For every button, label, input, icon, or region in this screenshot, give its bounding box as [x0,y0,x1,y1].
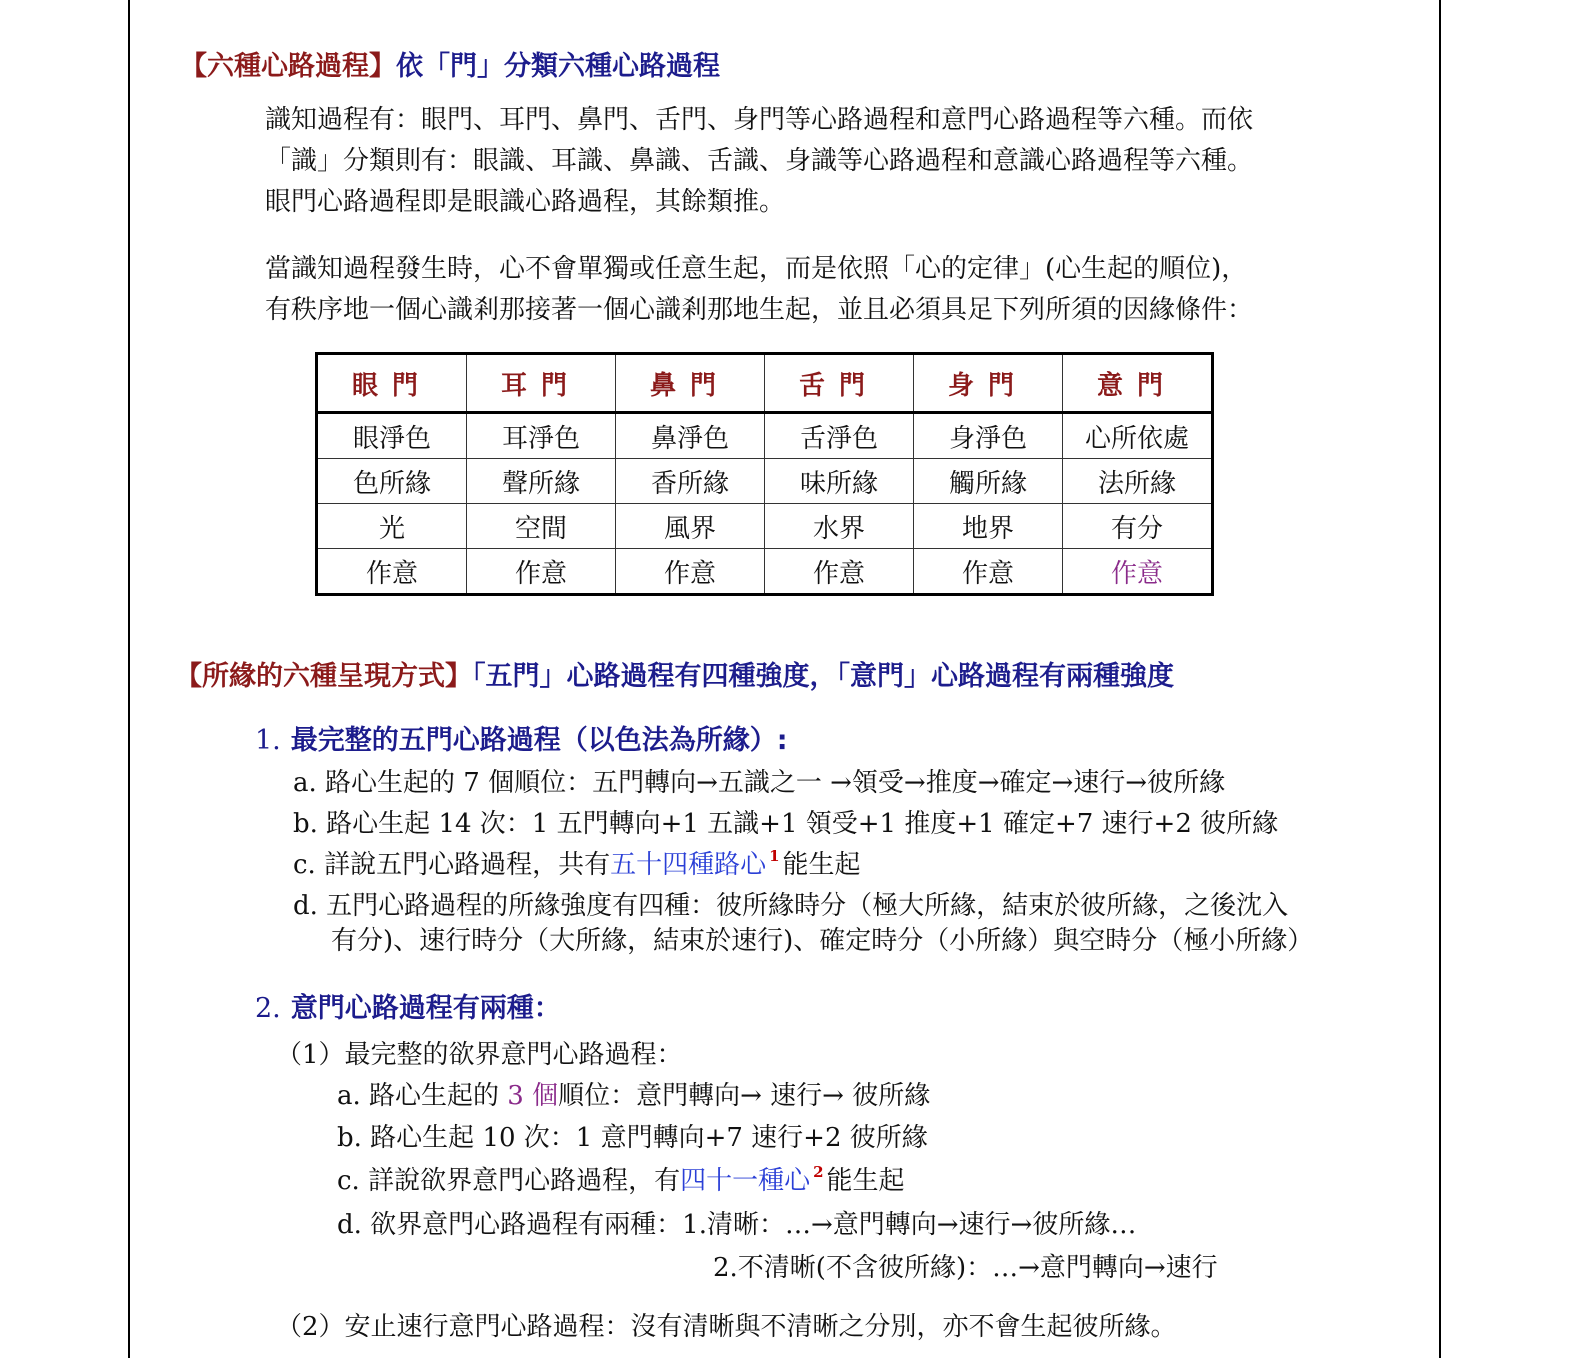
table-row [317,549,1213,595]
table-cell: 地界 [914,504,1063,549]
item2-line-c-text: c. 詳說欲界意門心路過程，有 [337,1166,681,1196]
paragraph-line: 眼門心路過程即是眼識心路過程，其餘類推。 [265,187,786,217]
table-cell: 觸所緣 [914,459,1063,504]
table-cell: 水界 [765,504,914,549]
table-cell: 作意 [467,549,616,595]
table-cell: 作意 [616,549,765,595]
item1-line-c-text: c. 詳說五門心路過程，共有 [293,850,611,880]
item2-line-d1: d. 欲界意門心路過程有兩種：1.清晰：…→意門轉向→速行→彼所緣… [337,1210,1137,1240]
section2-heading [175,654,1174,693]
table-header-cell: 眼門 [317,354,467,413]
table-cell: 心所依處 [1063,413,1213,459]
table-cell: 風界 [616,504,765,549]
item1-number: 1. [255,725,281,756]
table-cell: 舌淨色 [765,413,914,459]
section1-heading-title: 依「門」分類六種心路過程 [396,51,720,82]
item2-title [255,986,561,1025]
item1-line-a: a. 路心生起的 7 個順位：五門轉向→五識之一 →領受→推度→確定→速行→彼所緣 [293,768,1226,798]
footnote-marker[interactable]: 1 [769,847,780,865]
item2-line-c-tail: 能生起 [826,1166,905,1196]
item2-title-text: 意門心路過程有兩種： [290,993,561,1024]
table-cell: 鼻淨色 [616,413,765,459]
table-cell: 作意 [1063,549,1213,595]
six-gates-table [315,352,1214,596]
section2-heading-title: 「五門」心路過程有四種強度，「意門」心路過程有兩種強度 [472,661,1174,692]
table-cell: 色所緣 [317,459,467,504]
item1-title-text: 最完整的五門心路過程（以色法為所緣）: [290,725,788,756]
section1-heading [180,44,720,83]
item2-sub2: （2）安止速行意門心路過程：沒有清晰與不清晰之分別，亦不會生起彼所緣。 [276,1312,1177,1342]
item2-line-a-tail: 順位：意門轉向→ 速行→ 彼所緣 [558,1081,931,1111]
table-cell: 眼淨色 [317,413,467,459]
item1-title [255,718,788,757]
item1-line-c [293,844,861,881]
table-cell: 作意 [317,549,467,595]
item2-line-d2: 2.不清晰(不含彼所緣)：…→意門轉向→速行 [713,1253,1218,1283]
item2-line-b: b. 路心生起 10 次：1 意門轉向+7 速行+2 彼所緣 [337,1123,928,1153]
table-header-cell: 意門 [1063,354,1213,413]
item2-line-c [337,1160,905,1197]
item2-number: 2. [255,993,281,1024]
table-cell: 香所緣 [616,459,765,504]
table-cell: 聲所緣 [467,459,616,504]
table-row [317,459,1213,504]
table-cell: 作意 [914,549,1063,595]
table-cell: 身淨色 [914,413,1063,459]
item2-line-a-count: 3 個 [507,1081,559,1111]
table-cell: 耳淨色 [467,413,616,459]
table-row [317,413,1213,459]
item1-line-c-tail: 能生起 [782,850,861,880]
footnote-link-forty-one[interactable]: 四十一種心 [680,1166,811,1196]
item1-line-b: b. 路心生起 14 次：1 五門轉向+1 五識+1 領受+1 推度+1 確定+7 速行+2 彼所緣 [293,809,1279,839]
item2-line-a-text: a. 路心生起的 [337,1081,500,1111]
table-cell: 作意 [765,549,914,595]
item1-line-d1: d. 五門心路過程的所緣強度有四種：彼所緣時分（極大所緣，結束於彼所緣，之後沈入 [293,891,1289,921]
table-header-cell: 舌門 [765,354,914,413]
paragraph-line: 識知過程有：眼門、耳門、鼻門、舌門、身門等心路過程和意門心路過程等六種。而依 [265,105,1254,135]
table-header-cell: 身門 [914,354,1063,413]
table-row [317,504,1213,549]
item1-line-d2: 有分)、速行時分（大所緣，結束於速行)、確定時分（小所緣）與空時分（極小所緣） [331,926,1314,956]
section1-paragraph-2 [265,249,1253,331]
paragraph-line: 「識」分類則有：眼識、耳識、鼻識、舌識、身識等心路過程和意識心路過程等六種。 [265,146,1254,176]
section1-paragraph-1 [265,100,1253,223]
table-cell: 光 [317,504,467,549]
table-header-cell: 鼻門 [616,354,765,413]
table-cell: 空間 [467,504,616,549]
item2-line-a [337,1075,930,1112]
table-cell: 味所緣 [765,459,914,504]
footnote-marker[interactable]: 2 [813,1163,824,1181]
table-header-row [317,354,1213,413]
table-cell: 法所緣 [1063,459,1213,504]
section2-heading-bracket: 【所緣的六種呈現方式】 [175,661,472,692]
paragraph-line: 有秩序地一個心識剎那接著一個心識剎那地生起，並且必須具足下列所須的因緣條件： [265,295,1254,325]
footnote-link-fifty-four[interactable]: 五十四種路心 [610,850,767,880]
section1-heading-bracket: 【六種心路過程】 [180,51,396,82]
paragraph-line: 當識知過程發生時，心不會單獨或任意生起，而是依照「心的定律」(心生起的順位)， [265,254,1248,284]
table-cell: 有分 [1063,504,1213,549]
table-header-cell: 耳門 [467,354,616,413]
item2-sub1: （1）最完整的欲界意門心路過程： [276,1040,683,1070]
